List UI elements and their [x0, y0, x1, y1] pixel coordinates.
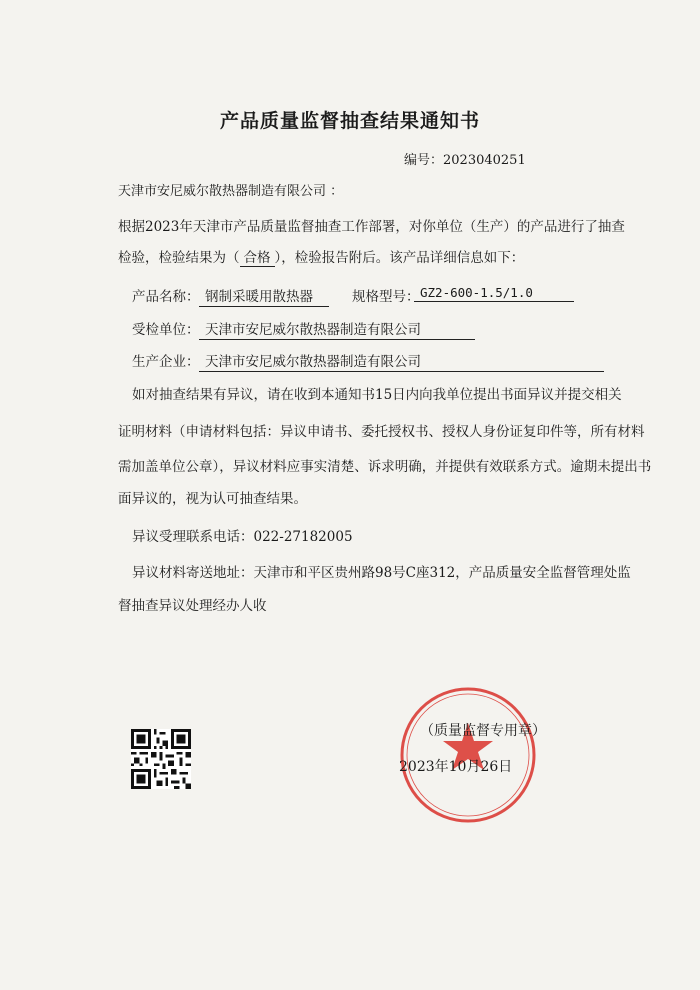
phone-line: 异议受理联系电话：022-27182005: [132, 529, 353, 545]
address-line-1: 异议材料寄送地址：天津市和平区贵州路98号C座312，产品质量安全监督管理处监: [132, 565, 631, 581]
inspection-result: 合格: [240, 250, 275, 267]
serial-number: 编号：2023040251: [404, 153, 526, 168]
objection-line-4: 面异议的，视为认可抽查结果。: [118, 491, 307, 507]
inspected-unit-value: 天津市安尼威尔散热器制造有限公司: [199, 318, 475, 340]
address-line-2: 督抽查异议处理经办人收: [118, 598, 267, 614]
qr-code-icon: [131, 729, 191, 789]
intro-line-1: 根据2023年天津市产品质量监督抽查工作部署，对你单位（生产）的产品进行了抽查: [118, 219, 625, 235]
product-name-label: 产品名称：: [132, 289, 200, 305]
manufacturer-value: 天津市安尼威尔散热器制造有限公司: [199, 350, 604, 372]
issue-date: 2023年10月26日: [399, 759, 513, 775]
product-name-value: 钢制采暖用散热器: [199, 285, 329, 307]
stamp-caption: （质量监督专用章）: [420, 723, 546, 739]
inspected-unit-label: 受检单位：: [132, 322, 200, 338]
document-title: 产品质量监督抽查结果通知书: [219, 110, 480, 132]
model-value: GZ2-600-1.5/1.0: [414, 285, 574, 302]
manufacturer-label: 生产企业：: [132, 354, 200, 370]
intro-line-2: [118, 246, 524, 266]
objection-line-2: 证明材料（申请材料包括：异议申请书、委托授权书、授权人身份证复印件等，所有材料: [118, 424, 645, 440]
official-seal-icon: [398, 685, 538, 825]
intro-line-2-suffix: ），检验报告附后。该产品详细信息如下：: [274, 250, 525, 266]
addressee: 天津市安尼威尔散热器制造有限公司 ：: [118, 184, 344, 199]
objection-line-1: 如对抽查结果有异议，请在收到本通知书15日内向我单位提出书面异议并提交相关: [132, 387, 622, 403]
model-label: 规格型号：: [352, 289, 420, 305]
intro-line-2-prefix: 检验，检验结果为（: [118, 250, 240, 266]
objection-line-3: 需加盖单位公章），异议材料应事实清楚、诉求明确，并提供有效联系方式。逾期未提出书: [118, 459, 652, 475]
